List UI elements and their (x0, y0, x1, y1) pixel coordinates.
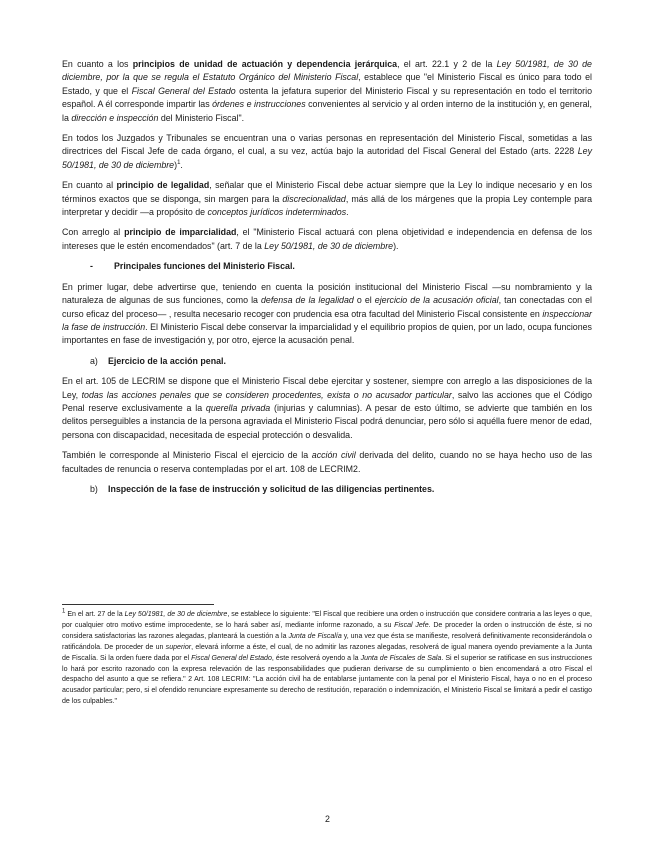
subsection-heading-text: Ejercicio de la acción penal. (108, 355, 226, 366)
subsection-heading-text: Inspección de la fase de instrucción y solicitud de las diligencias pertinentes. (108, 483, 435, 494)
section-heading-text: Principales funciones del Ministerio Fiscal. (114, 261, 295, 272)
subsection-heading-inspeccion (90, 483, 592, 496)
paragraph-lecrim-105: En el art. 105 de LECRIM se dispone que el Ministerio Fiscal debe ejercitar y sostener, siempre con arreglo a las disposiciones de la Ley, todas las acciones penales que se consideren procedentes, exista o no acusador particular, salvo las acciones que el Código Penal reserve exclusivamente a la querella privada (injurias y calumnias). A pesar de esto último, se advierte que también en los delitos perseguibles a instancia de la persona agraviada el Ministerio Fiscal podrá denunciar, pero sólo si aquélla fuere menor de edad, persona con discapacidad, necesitada de especial protección o desvalida. (62, 376, 592, 440)
paragraph-unidad-dependencia: En cuanto a los principios de unidad de actuación y dependencia jerárquica, el art. 22.1 y 2 de la Ley 50/1981, de 30 de diciembre, por la que se regula el Estatuto Orgánico del Ministerio Fiscal, establece que "el Ministerio Fiscal es único para todo el Estado, y que el Fiscal General del Estado ostenta la jefatura superior del Ministerio Fiscal y su representación en todo el territorio español. A él corresponde impartir las órdenes e instrucciones convenientes al servicio y al orden interno de la institución y, en general, la dirección e inspección del Ministerio Fiscal". (62, 59, 593, 123)
list-marker: a) (90, 355, 98, 366)
bullet-marker: - (90, 261, 93, 272)
footnote-number: 1 (62, 608, 66, 615)
footnote-reference[interactable]: 1 (177, 159, 181, 166)
body-text (62, 58, 592, 503)
paragraph-juzgados-tribunales: En todos los Juzgados y Tribunales se encuentran una o varias personas en representación del Ministerio Fiscal, sometidas a las directrices del Fiscal Jefe de cada órgano, el cual, a su vez, actúa bajo la autoridad del Fiscal General del Estado (arts. 2228 Ley 50/1981, de 30 de diciembre)$^1$. (62, 133, 592, 170)
subsection-heading-accion-penal (90, 355, 592, 368)
footnote-1: $^1$ En el art. 27 de la Ley 50/1981, de 30 de diciembre, se establece lo siguiente: "El Fiscal que recibiere una orden o instrucción que considere contraria a las leyes o que, por cualquier otro motivo estime improcedente, se lo hará saber así, mediante informe razonado, a su Fiscal Jefe. De proceder la orden o instrucción de éste, si no considera satisfactorias las razones alegadas, planteará la cuestión a la Junta de Fiscalía y, una vez que ésta se manifieste, resolverá definitivamente reconsiderándola o ratificándola. De proceder de un superior, elevará informe a éste, el cual, de no admitir las razones alegadas, resolverá de igual manera oyendo previamente a la Junta de Fiscalía. Si la orden fuere dada por el Fiscal General del Estado, éste resolverá oyendo a la Junta de Fiscales de Sala. Si el superior se ratificase en sus instrucciones lo hará por escrito razonado con la expresa relevación de las responsabilidades que pudieran derivarse de su cumplimiento o bien encomendará a otro Fiscal el despacho del asunto a que se refiera." 2 Art. 108 LECRIM: "La acción civil ha de entablarse juntamente con la penal por el Ministerio Fiscal, haya o no en el proceso acusador particular; pero, si el ofendido renunciare expresamente su derecho de restitución, reparación o indemnización, el Ministerio Fiscal se limitará a pedir el castigo de los culpables." (62, 608, 593, 706)
section-heading-funciones (90, 260, 592, 273)
paragraph-accion-civil: También le corresponde al Ministerio Fiscal el ejercicio de la acción civil derivada del delito, cuando no se haya hecho uso de las facultades de renuncia o reserva contempladas por el art. 108 de LECRIM2. (62, 450, 593, 474)
list-marker: b) (90, 483, 98, 494)
footnote-separator (62, 604, 214, 605)
paragraph-posicion-institucional: En primer lugar, debe advertirse que, teniendo en cuenta la posición institucional del Ministerio Fiscal —su nombramiento y la naturaleza de algunas de sus funciones, como la defensa de la legalidad o el ejercicio de la acusación oficial, tan conectadas con el curso eficaz del proceso— , resulta necesario recoger con prudencia esa otra facultad del Ministerio Fiscal consistente en inspeccionar la fase de instrucción. El Ministerio Fiscal debe conservar la imparcialidad y el equilibrio propios de quien, por un lado, ocupa funciones importantes en fase de investigación y, por otro, ejerce la acusación penal. (62, 281, 592, 346)
page-number: 2 (325, 814, 330, 824)
paragraph-imparcialidad: Con arreglo al principio de imparcialidad, el "Ministerio Fiscal actuará con plena objetividad e independencia en defensa de los intereses que le estén encomendados" (art. 7 de la Ley 50/1981, de 30 de diciembre). (62, 227, 592, 251)
paragraph-legalidad: En cuanto al principio de legalidad, señalar que el Ministerio Fiscal debe actuar siempre que la Ley lo indique necesario y en los términos exactos que se disponga, sin margen para la discrecionalidad, más allá de los márgenes que la propia Ley contemple para interpretar y decidir —a propósito de conceptos jurídicos indeterminados. (62, 180, 593, 218)
